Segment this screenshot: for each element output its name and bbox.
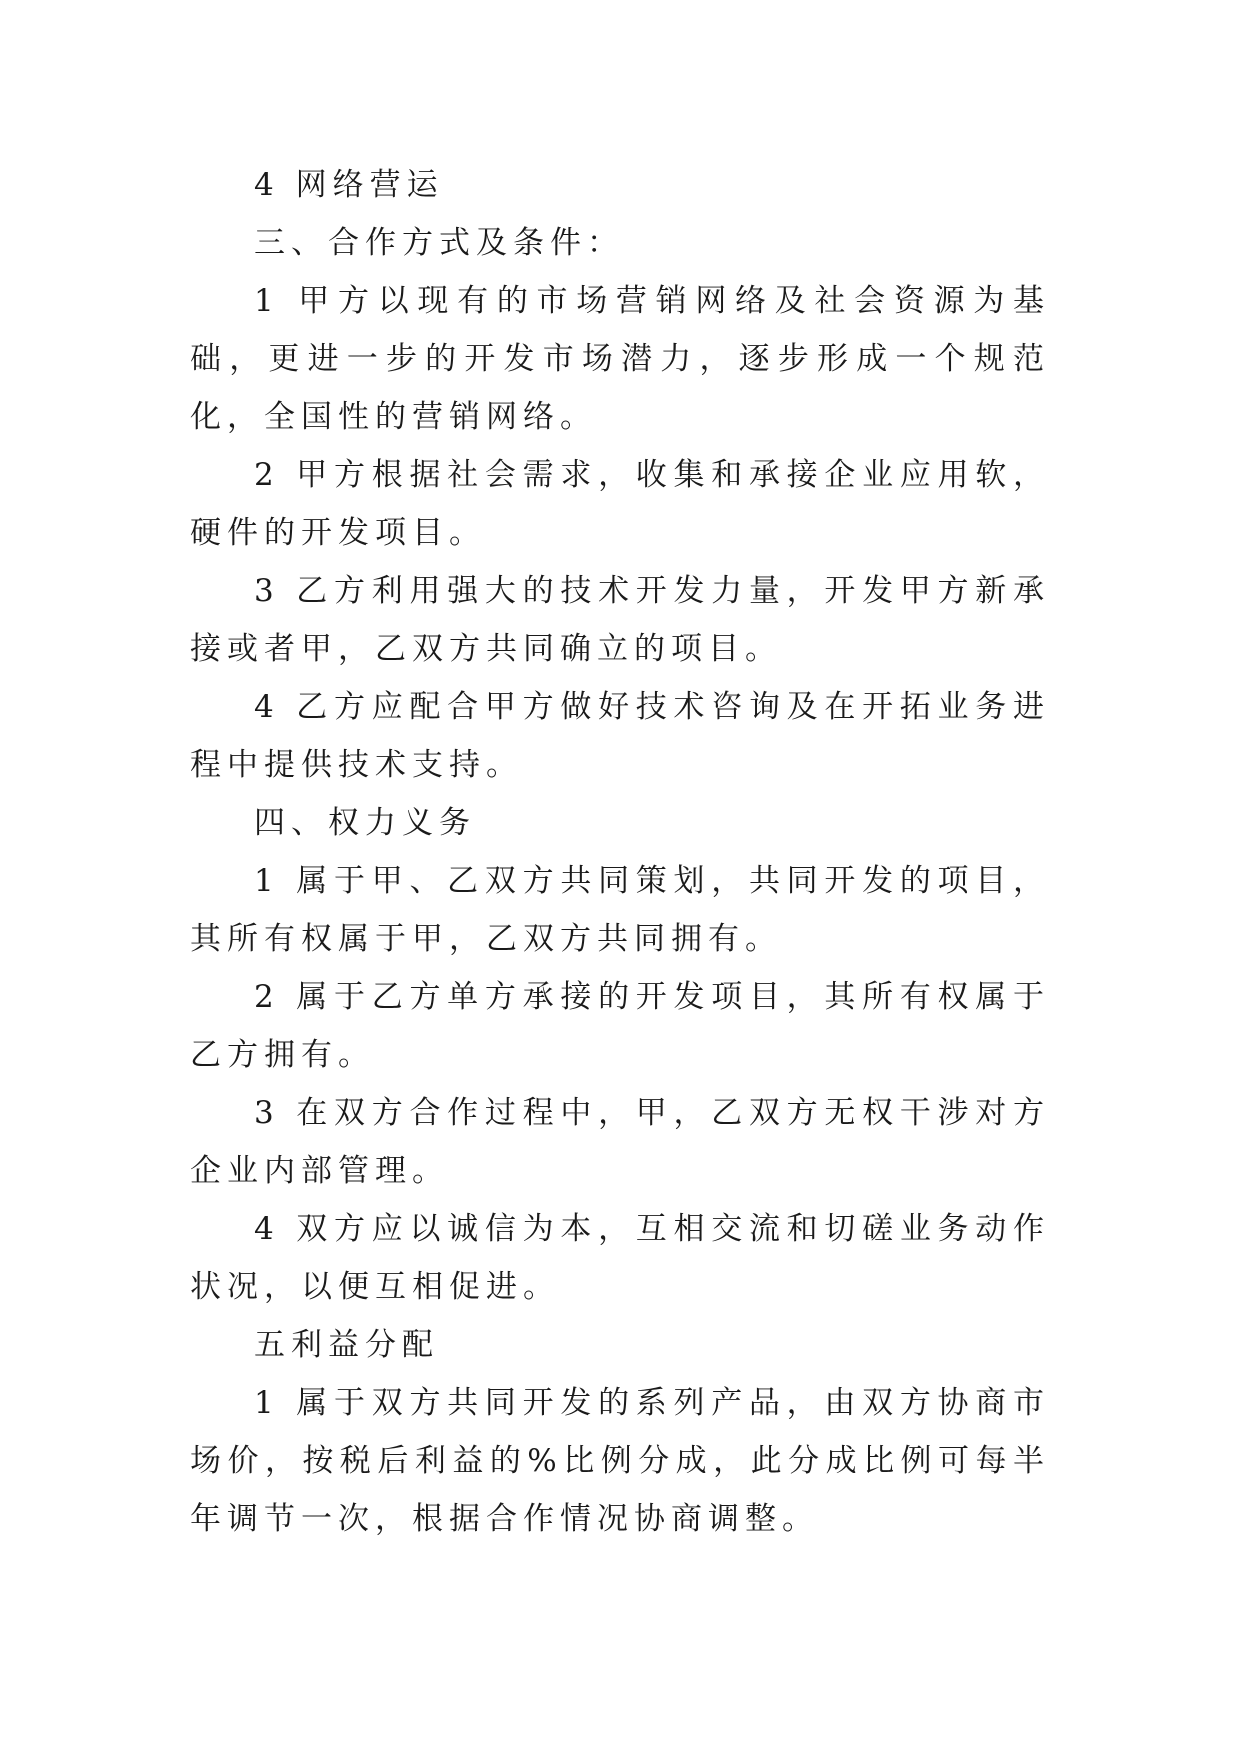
paragraph-network-operation: 4 网络营运 xyxy=(254,167,444,203)
paragraph-cooperation-3: 3 乙方利用强大的技术开发力量，开发甲方新承接或者甲，乙双方共同确立的项目。 xyxy=(190,573,1050,667)
heading-rights-obligations: 四、权力义务 xyxy=(254,805,476,841)
heading-profit-distribution: 五利益分配 xyxy=(254,1327,439,1363)
paragraph-rights-4: 4 双方应以诚信为本，互相交流和切磋业务动作状况，以便互相促进。 xyxy=(190,1211,1050,1305)
paragraph-cooperation-4: 4 乙方应配合甲方做好技术咨询及在开拓业务进程中提供技术支持。 xyxy=(190,689,1050,783)
paragraph-rights-2: 2 属于乙方单方承接的开发项目，其所有权属于乙方拥有。 xyxy=(190,979,1050,1073)
paragraph-cooperation-1: 1 甲方以现有的市场营销网络及社会资源为基础，更进一步的开发市场潜力，逐步形成一个规范化，全国性的营销网络。 xyxy=(190,283,1050,435)
paragraph-profit-1: 1 属于双方共同开发的系列产品，由双方协商市场价，按税后利益的%比例分成，此分成比例可每半年调节一次，根据合作情况协商调整。 xyxy=(190,1385,1050,1537)
paragraph-rights-3: 3 在双方合作过程中，甲，乙双方无权干涉对方企业内部管理。 xyxy=(190,1095,1050,1189)
document-body xyxy=(190,156,1050,1548)
paragraph-rights-1: 1 属于甲、乙双方共同策划，共同开发的项目，其所有权属于甲，乙双方共同拥有。 xyxy=(190,863,1050,957)
paragraph-cooperation-2: 2 甲方根据社会需求，收集和承接企业应用软，硬件的开发项目。 xyxy=(190,457,1050,551)
heading-cooperation-method: 三、合作方式及条件： xyxy=(254,225,624,261)
